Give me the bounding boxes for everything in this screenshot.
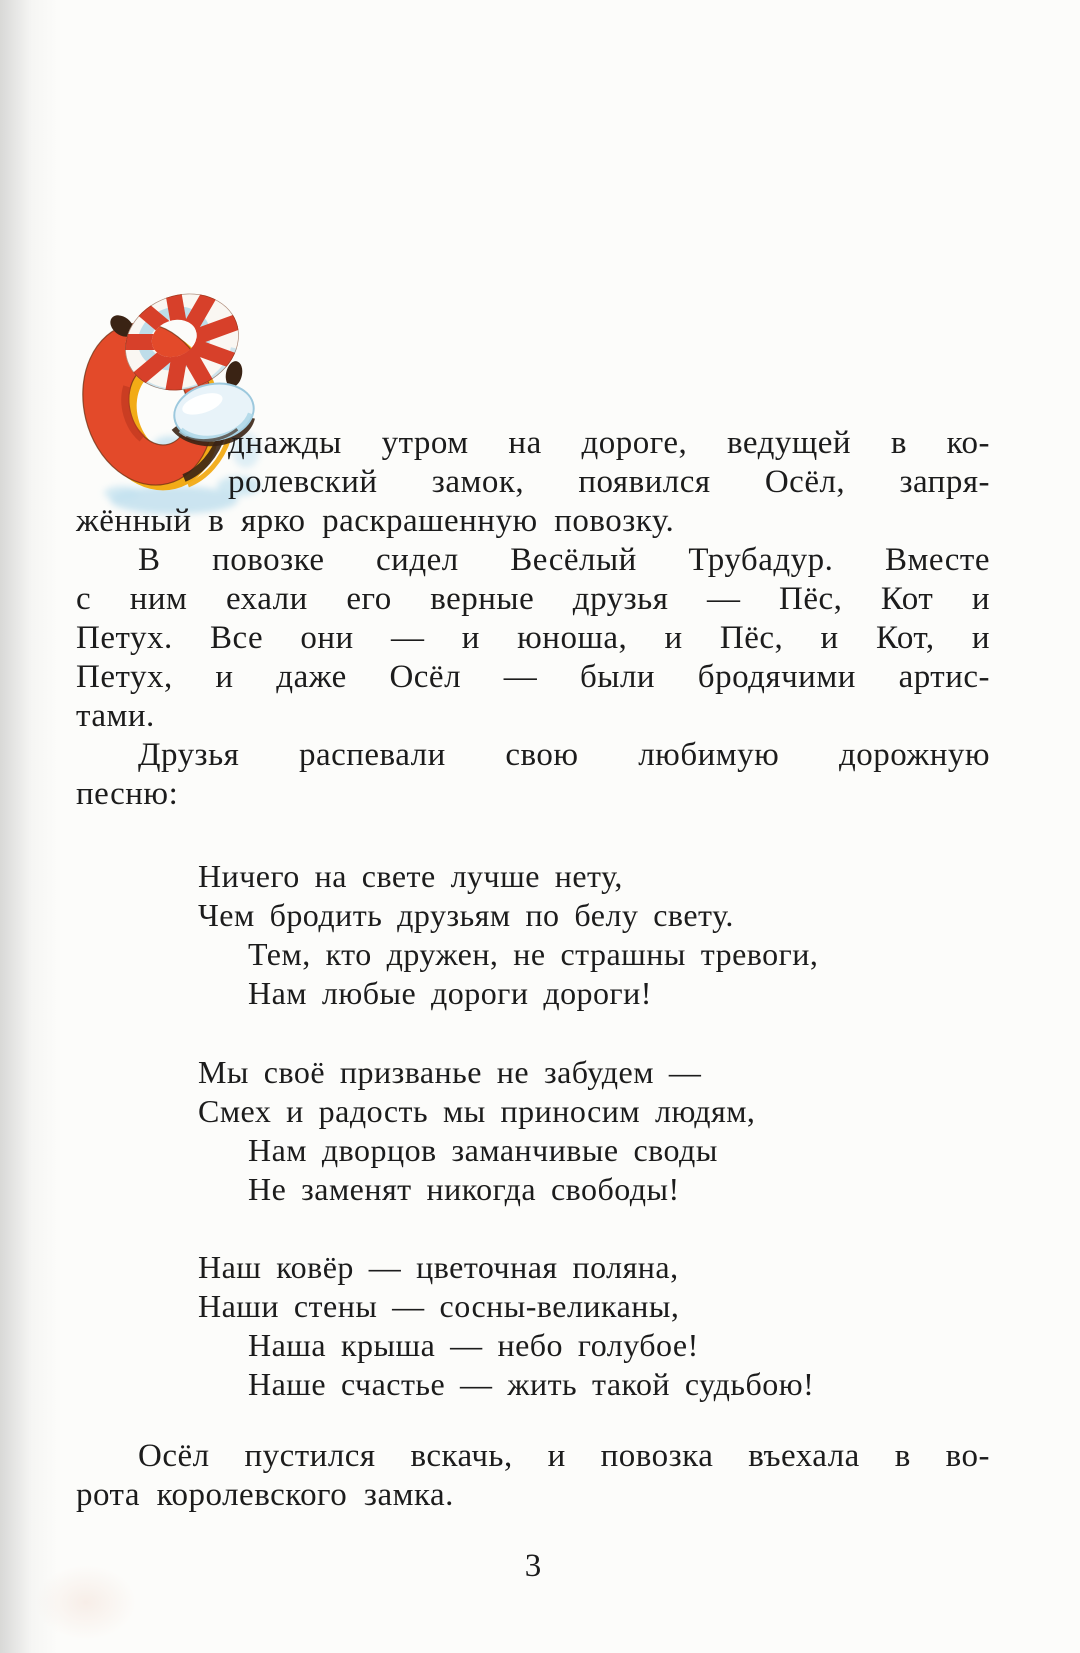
story-line: Осёл пустился вскачь, и повозка въехала в во- — [138, 1438, 990, 1474]
song-line: Не заменят никогда свободы! — [248, 1171, 680, 1207]
story-line: тами. — [76, 698, 155, 734]
song-line: Наша крыша — небо голубое! — [248, 1327, 699, 1363]
story-line: В повозке сидел Весёлый Трубадур. Вместе — [138, 542, 990, 578]
story-text-block — [76, 424, 990, 814]
story-line: песню: — [76, 776, 179, 812]
song-line: Наше счастье — жить такой судьбою! — [248, 1366, 815, 1402]
story-line: Петух. Все они — и юноша, и Пёс, и Кот, и — [76, 620, 990, 656]
song-line: Чем бродить друзьям по белу свету. — [198, 897, 734, 933]
song-line: Мы своё призванье не забудем — — [198, 1054, 702, 1090]
song-line: Тем, кто дружен, не страшны тревоги, — [248, 936, 819, 972]
story-line: рота королевского замка. — [76, 1477, 454, 1513]
story-line: Петух, и даже Осёл — были бродячими артис- — [76, 659, 990, 695]
song-stanza-2 — [76, 1053, 990, 1209]
story-line: ролевский замок, появился Осёл, запря- — [228, 464, 990, 500]
story-line: с ним ехали его верные друзья — Пёс, Кот и — [76, 581, 990, 617]
story-closing-paragraph — [76, 1437, 990, 1515]
song-line: Смех и радость мы приносим людям, — [198, 1093, 756, 1129]
song-line: Наш ковёр — цветочная поляна, — [198, 1249, 679, 1285]
story-line: днажды утром на дороге, ведущей в ко- — [228, 425, 990, 461]
page-number: 3 — [524, 1548, 542, 1584]
song-line: Нам любые дороги дороги! — [248, 975, 652, 1011]
song-line: Ничего на свете лучше нету, — [198, 858, 623, 894]
page-gutter-shading — [0, 0, 58, 1653]
story-line: жённый в ярко раскрашенную повозку. — [76, 503, 675, 539]
song-stanza-3 — [76, 1248, 990, 1404]
song-line: Наши стены — сосны-великаны, — [198, 1288, 680, 1324]
song-stanza-1 — [76, 857, 990, 1013]
song-line: Нам дворцов заманчивые своды — [248, 1132, 718, 1168]
story-line: Друзья распевали свою любимую дорожную — [138, 737, 990, 773]
